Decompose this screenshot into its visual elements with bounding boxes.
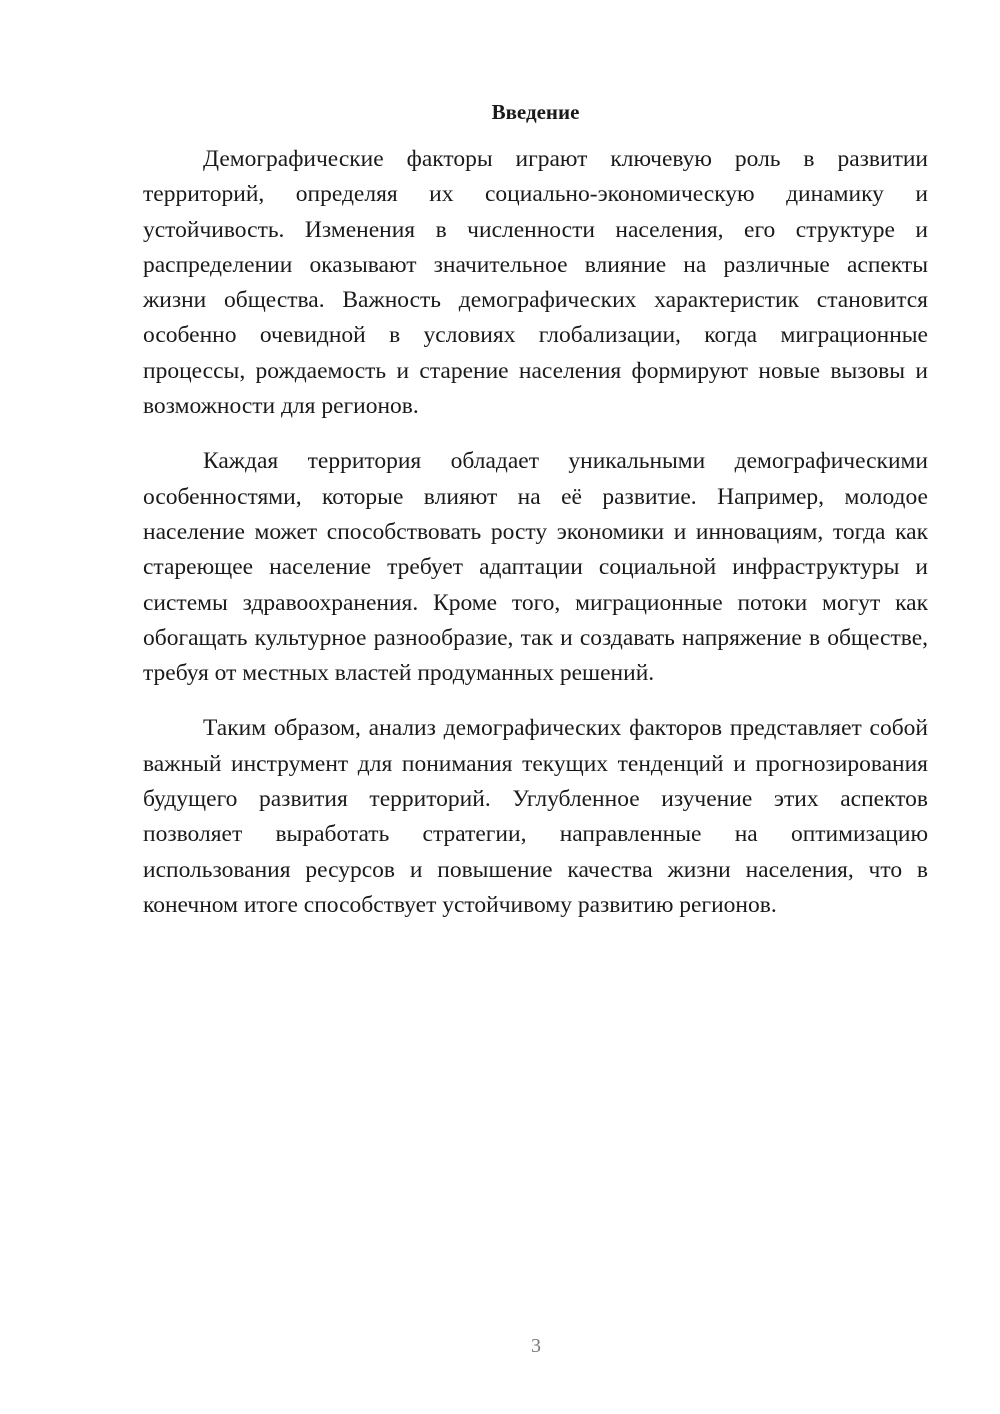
paragraph: Таким образом, анализ демографических факторов представляет собой важный инструмент для понимания текущих тенденций и прогнозирования будущего развития территорий. Углубленное изучение этих аспектов позволяет выработать стратегии, направленные на оптимизацию использования ресурсов и повышение качества жизни населения, что в конечном итоге способствует устойчивому развитию регионов.	[143, 715, 928, 918]
body-text	[143, 142, 928, 943]
paragraph: Каждая территория обладает уникальными демографическими особенностями, которые влияют на её развитие. Например, молодое население может способствовать росту экономики и инновациям, тогда как стареющее население требует адаптации социальной инфраструктуры и системы здравоохранения. Кроме того, миграционные потоки могут как обогащать культурное разнообразие, так и создавать напряжение в обществе, требуя от местных властей продуманных решений.	[143, 448, 928, 687]
paragraph: Демографические факторы играют ключевую роль в развитии территорий, определяя их социально-экономическую динамику и устойчивость. Изменения в численности населения, его структуре и распределении оказывают значительное влияние на различные аспекты жизни общества. Важность демографических характеристик становится особенно очевидной в условиях глобализации, когда миграционные процессы, рождаемость и старение населения формируют новые вызовы и возможности для регионов.	[143, 146, 928, 420]
page-number: 3	[531, 1335, 541, 1357]
section-heading: Введение	[491, 100, 580, 124]
